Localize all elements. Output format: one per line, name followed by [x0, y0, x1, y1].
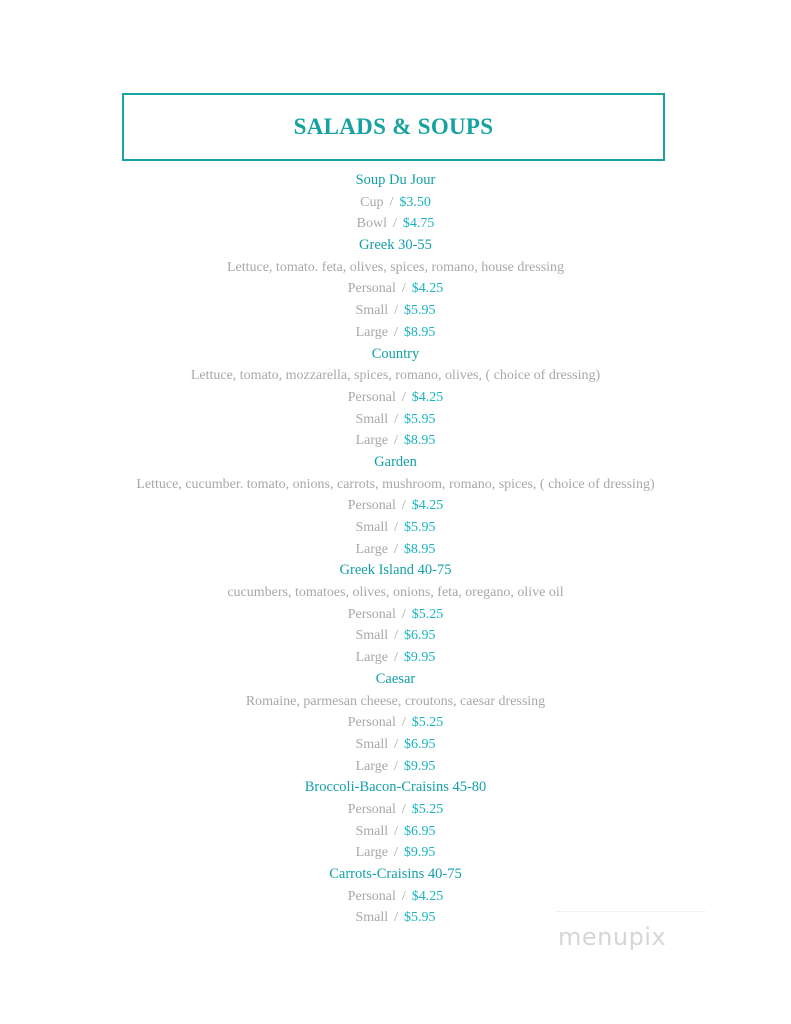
- price-row: [0, 322, 791, 344]
- size-label: Small: [355, 910, 389, 926]
- price-value: $4.25: [411, 888, 444, 904]
- menu-item-name: Caesar: [375, 670, 416, 687]
- title-box: [122, 93, 665, 161]
- price-separator: /: [394, 520, 399, 535]
- price-row: [0, 387, 791, 409]
- size-label: Small: [355, 520, 389, 535]
- price-row: [0, 495, 791, 517]
- price-value: $5.95: [404, 411, 436, 427]
- price-value: $4.75: [402, 216, 435, 232]
- menu-item-description: Lettuce, tomato. feta, olives, spices, romano, house dressing: [226, 259, 565, 275]
- price-separator: /: [401, 389, 406, 405]
- price-value: $5.95: [404, 303, 436, 319]
- price-value: $4.25: [411, 281, 444, 297]
- size-label: Small: [355, 303, 389, 319]
- price-row: [0, 647, 791, 669]
- price-row: [0, 300, 791, 322]
- price-separator: /: [401, 715, 406, 731]
- menu-item-name: Garden: [374, 453, 417, 470]
- size-label: Personal: [347, 389, 396, 405]
- size-label: Large: [355, 433, 388, 449]
- price-value: $6.95: [404, 823, 436, 839]
- price-separator: /: [394, 411, 399, 427]
- size-label: Personal: [347, 606, 396, 622]
- price-row: [0, 799, 791, 821]
- menupix-watermark: [556, 905, 706, 965]
- price-separator: /: [394, 324, 398, 340]
- size-label: Large: [355, 324, 388, 340]
- watermark-dots: [556, 911, 706, 916]
- size-label: Small: [355, 823, 389, 839]
- menu-item-name: Broccoli-Bacon-Craisins 45-80: [304, 779, 487, 796]
- price-separator: /: [394, 433, 398, 449]
- menu-item-description: Romaine, parmesan cheese, croutons, caesar dressing: [245, 693, 546, 709]
- price-row: [0, 278, 791, 300]
- price-row: [0, 842, 791, 864]
- size-label: Personal: [347, 801, 396, 817]
- price-row: [0, 821, 791, 843]
- price-value: $8.95: [403, 324, 436, 340]
- price-row: [0, 756, 791, 778]
- price-separator: /: [401, 606, 406, 622]
- price-separator: /: [401, 498, 406, 514]
- price-separator: /: [394, 845, 398, 861]
- price-value: $9.95: [403, 845, 436, 861]
- price-row: [0, 213, 791, 235]
- size-label: Small: [355, 411, 389, 427]
- size-label: Large: [355, 845, 388, 861]
- size-label: Large: [355, 758, 388, 774]
- watermark-logo: menupix: [558, 923, 667, 951]
- size-label: Small: [355, 628, 389, 644]
- price-value: $8.95: [403, 541, 436, 557]
- price-value: $3.50: [399, 194, 431, 210]
- price-row: [0, 409, 791, 431]
- menu-item-description: Lettuce, tomato, mozzarella, spices, romano, olives, ( choice of dressing): [190, 368, 601, 384]
- price-separator: /: [394, 823, 399, 839]
- menu-item-description: cucumbers, tomatoes, olives, onions, feta, oregano, olive oil: [227, 585, 564, 601]
- price-separator: /: [394, 650, 398, 666]
- size-label: Personal: [347, 888, 396, 904]
- size-label: Large: [355, 650, 388, 666]
- menu-item-description: Lettuce, cucumber. tomato, onions, carrots, mushroom, romano, spices, ( choice of dressing): [136, 476, 655, 492]
- price-value: $5.95: [404, 910, 436, 926]
- size-label: Small: [355, 736, 389, 752]
- price-value: $5.25: [411, 801, 444, 817]
- price-separator: /: [394, 541, 398, 557]
- price-separator: /: [401, 281, 406, 297]
- price-value: $8.95: [403, 433, 436, 449]
- menu-item-name: Carrots-Craisins 40-75: [329, 866, 462, 882]
- price-value: $9.95: [403, 758, 436, 774]
- menu-list: [0, 170, 791, 929]
- menu-item-name: Greek 30-55: [359, 237, 432, 254]
- price-row: [0, 539, 791, 561]
- size-label: Large: [355, 541, 388, 557]
- price-value: $5.25: [411, 715, 444, 731]
- price-value: $5.95: [404, 520, 436, 535]
- menu-item-name: Country: [371, 345, 420, 362]
- price-value: $4.25: [411, 389, 444, 405]
- page-title: SALADS & SOUPS: [293, 114, 494, 139]
- price-separator: /: [401, 801, 406, 817]
- size-label: Personal: [347, 498, 396, 514]
- menu-item-name: Greek Island 40-75: [339, 562, 452, 579]
- price-separator: /: [394, 628, 399, 644]
- size-label: Bowl: [356, 216, 387, 232]
- price-row: [0, 604, 791, 626]
- price-row: [0, 192, 791, 214]
- price-separator: /: [394, 758, 398, 774]
- price-separator: /: [394, 910, 399, 926]
- menu-item-name: Soup Du Jour: [355, 172, 436, 188]
- price-separator: /: [394, 303, 399, 319]
- price-separator: /: [392, 216, 397, 232]
- price-row: [0, 625, 791, 647]
- price-row: [0, 517, 791, 539]
- price-row: [0, 430, 791, 452]
- price-row: [0, 712, 791, 734]
- price-separator: /: [394, 736, 399, 752]
- price-value: $4.25: [411, 498, 444, 514]
- price-value: $5.25: [411, 606, 444, 622]
- price-value: $6.95: [404, 736, 436, 752]
- size-label: Personal: [347, 715, 396, 731]
- price-separator: /: [401, 888, 406, 904]
- price-value: $6.95: [404, 628, 436, 644]
- price-separator: /: [389, 194, 394, 210]
- price-row: [0, 734, 791, 756]
- size-label: Personal: [347, 281, 396, 297]
- size-label: Cup: [360, 194, 384, 210]
- price-value: $9.95: [403, 650, 436, 666]
